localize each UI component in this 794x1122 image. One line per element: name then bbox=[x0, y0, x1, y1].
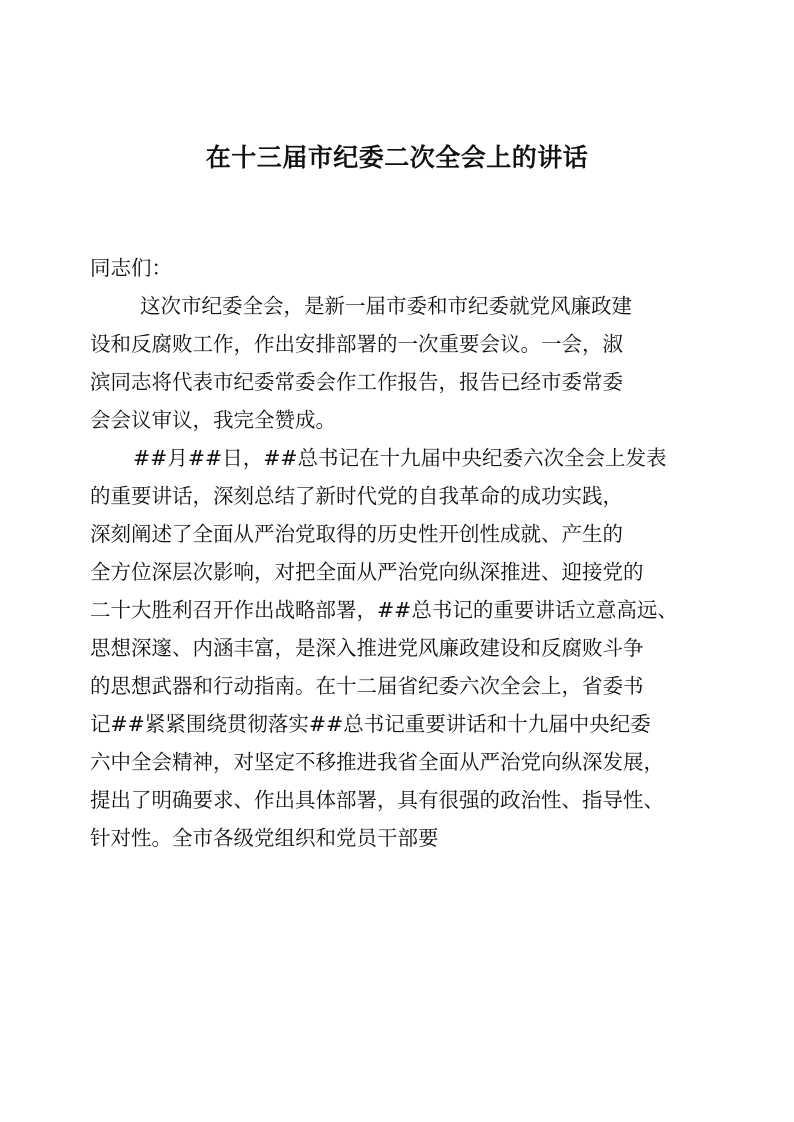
paragraph-1-line-1: 这次市纪委全会，是新一届市委和市纪委就党风廉政建 bbox=[140, 294, 632, 318]
paragraph-2-line-8: 记##紧紧围绕贯彻落实##总书记重要讲话和十九届中央纪委 bbox=[90, 712, 651, 736]
paragraph-2-line-11: 针对性。全市各级党组织和党员干部要 bbox=[90, 826, 439, 850]
paragraph-1-line-3: 滨同志将代表市纪委常委会作工作报告，报告已经市委常委 bbox=[90, 370, 623, 394]
salutation: 同志们： bbox=[90, 256, 172, 280]
paragraph-2-line-5: 二十大胜利召开作出战略部署，##总书记的重要讲话立意高远、 bbox=[90, 598, 678, 622]
paragraph-1-line-4: 会会议审议，我完全赞成。 bbox=[90, 408, 336, 432]
paragraph-2-line-10: 提出了明确要求、作出具体部署，具有很强的政治性、指导性、 bbox=[90, 788, 664, 812]
paragraph-2-line-3: 深刻阐述了全面从严治党取得的历史性开创性成就、产生的 bbox=[90, 522, 623, 546]
document-title: 在十三届市纪委二次全会上的讲话 bbox=[205, 143, 589, 172]
paragraph-2-line-6: 思想深邃、内涵丰富，是深入推进党风廉政建设和反腐败斗争 bbox=[90, 636, 644, 660]
paragraph-2-line-1: ##月##日，##总书记在十九届中央纪委六次全会上发表 bbox=[133, 446, 667, 470]
paragraph-2-line-7: 的思想武器和行动指南。在十二届省纪委六次全会上，省委书 bbox=[90, 674, 644, 698]
paragraph-1-line-2: 设和反腐败工作，作出安排部署的一次重要会议。一会，淑 bbox=[90, 332, 623, 356]
paragraph-2-line-9: 六中全会精神，对坚定不移推进我省全面从严治党向纵深发展， bbox=[90, 750, 664, 774]
paragraph-2-line-4: 全方位深层次影响，对把全面从严治党向纵深推进、迎接党的 bbox=[90, 560, 644, 584]
paragraph-2-line-2: 的重要讲话，深刻总结了新时代党的自我革命的成功实践， bbox=[90, 484, 623, 508]
